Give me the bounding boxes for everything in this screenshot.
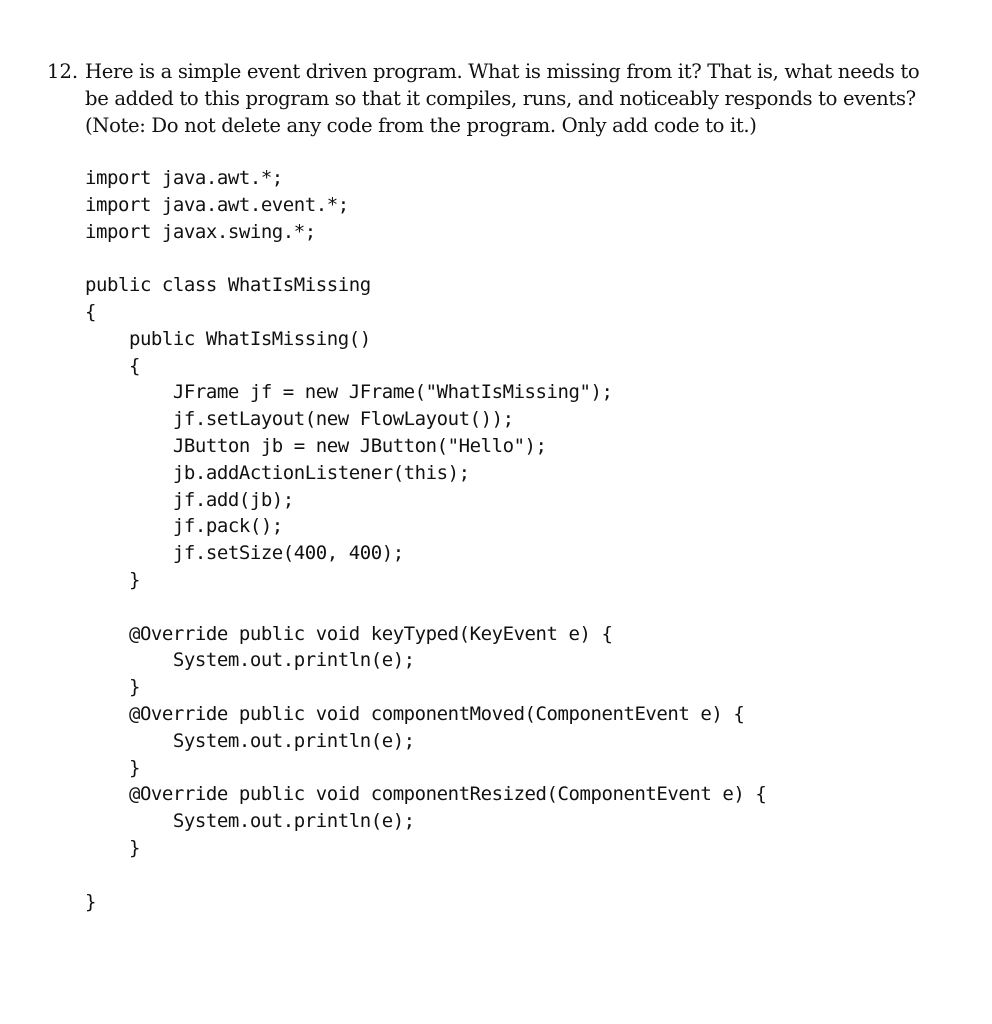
code-line: jf.setSize(400, 400); bbox=[85, 542, 404, 565]
code-line: import java.awt.event.*; bbox=[85, 193, 349, 216]
code-line: @Override public void componentResized(ComponentEvent e) { bbox=[85, 783, 767, 806]
question-text-line: (Note: Do not delete any code from the program. Only add code to it.) bbox=[85, 114, 757, 137]
code-line bbox=[85, 862, 766, 889]
code-line: System.out.println(e); bbox=[85, 810, 415, 833]
code-line: { bbox=[85, 354, 140, 377]
code-line: } bbox=[85, 890, 96, 913]
question-text-line: be added to this program so that it compiles, runs, and noticeably responds to events? bbox=[85, 87, 916, 110]
code-line: } bbox=[85, 756, 140, 779]
code-line: jf.pack(); bbox=[85, 515, 283, 538]
code-line: } bbox=[85, 568, 140, 591]
code-line: import javax.swing.*; bbox=[85, 220, 316, 243]
code-line: import java.awt.*; bbox=[85, 167, 283, 189]
code-line bbox=[85, 594, 766, 621]
question-number: 12. bbox=[47, 60, 79, 83]
code-line: jb.addActionListener(this); bbox=[85, 461, 470, 484]
code-line: } bbox=[85, 676, 140, 699]
code-line: @Override public void componentMoved(ComponentEvent e) { bbox=[85, 702, 745, 725]
question-block bbox=[47, 58, 927, 139]
code-line: JFrame jf = new JFrame("WhatIsMissing"); bbox=[85, 381, 613, 404]
code-line: System.out.println(e); bbox=[85, 649, 415, 672]
question-text bbox=[85, 58, 927, 139]
code-listing bbox=[85, 165, 766, 915]
code-line: jf.setLayout(new FlowLayout()); bbox=[85, 408, 514, 431]
code-line bbox=[85, 245, 766, 272]
code-line: } bbox=[85, 836, 140, 859]
code-line: { bbox=[85, 300, 96, 323]
question-text-line: Here is a simple event driven program. What is missing from it? That is, what needs to bbox=[85, 60, 920, 83]
code-line: public WhatIsMissing() bbox=[85, 327, 371, 350]
code-line: JButton jb = new JButton("Hello"); bbox=[85, 434, 547, 457]
code-line: jf.add(jb); bbox=[85, 488, 294, 511]
code-line: @Override public void keyTyped(KeyEvent e) { bbox=[85, 622, 613, 645]
code-line: System.out.println(e); bbox=[85, 729, 415, 752]
code-line: public class WhatIsMissing bbox=[85, 274, 371, 297]
